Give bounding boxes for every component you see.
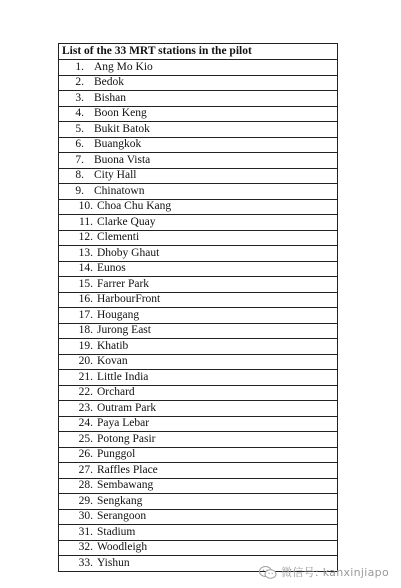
table-row — [59, 215, 338, 231]
table-header: List of the 33 MRT stations in the pilot — [59, 44, 338, 60]
station-number: 22. — [78, 386, 93, 399]
station-name: Orchard — [97, 386, 135, 399]
station-number: 16. — [78, 293, 93, 306]
table-row — [59, 385, 338, 401]
station-name: Boon Keng — [94, 107, 147, 120]
table-row — [59, 525, 338, 541]
station-cell — [59, 416, 338, 432]
table-row — [59, 168, 338, 184]
table-row — [59, 106, 338, 122]
station-cell — [59, 463, 338, 479]
station-cell — [59, 122, 338, 138]
station-number: 3. — [75, 91, 84, 104]
station-cell — [59, 494, 338, 510]
table-row — [59, 277, 338, 293]
station-name: Outram Park — [97, 401, 157, 414]
station-name: Choa Chu Kang — [97, 200, 172, 213]
station-name: Little India — [97, 370, 149, 383]
table-row — [59, 447, 338, 463]
station-name: Bishan — [94, 91, 126, 104]
station-name: HarbourFront — [97, 293, 161, 306]
station-number: 13. — [78, 246, 93, 259]
station-number: 26. — [78, 448, 93, 461]
station-number: 12. — [78, 231, 93, 244]
station-number: 5. — [75, 122, 84, 135]
station-name: Potong Pasir — [97, 432, 156, 445]
station-name: Eunos — [97, 262, 126, 275]
station-cell — [59, 261, 338, 277]
station-number: 2. — [75, 76, 84, 89]
table-row — [59, 261, 338, 277]
station-name: Bedok — [94, 76, 125, 89]
station-cell — [59, 246, 338, 262]
watermark — [259, 564, 389, 580]
station-name: Bukit Batok — [94, 122, 150, 135]
station-number: 9. — [75, 184, 84, 197]
station-name: Dhoby Ghaut — [97, 246, 160, 259]
station-number: 27. — [78, 463, 93, 476]
station-cell — [59, 308, 338, 324]
table-row — [59, 75, 338, 91]
station-name: Jurong East — [97, 324, 151, 337]
station-name: Woodleigh — [97, 541, 148, 554]
station-number: 11. — [79, 215, 93, 228]
station-number: 32. — [78, 541, 93, 554]
table-row — [59, 432, 338, 448]
station-name: Buangkok — [94, 138, 142, 151]
table-row — [59, 416, 338, 432]
station-number: 29. — [78, 494, 93, 507]
table-row — [59, 401, 338, 417]
station-cell — [59, 339, 338, 355]
station-name: Buona Vista — [94, 153, 151, 166]
station-number: 15. — [78, 277, 93, 290]
table-row — [59, 230, 338, 246]
station-number: 21. — [78, 370, 93, 383]
table-row — [59, 153, 338, 169]
table-row — [59, 246, 338, 262]
station-number: 25. — [78, 432, 93, 445]
station-name: Chinatown — [94, 184, 145, 197]
station-cell — [59, 292, 338, 308]
wechat-icon — [259, 566, 277, 579]
watermark-text: 微信号: kanxinjiapo — [281, 566, 389, 579]
station-cell — [59, 385, 338, 401]
station-name: Khatib — [97, 339, 129, 352]
station-cell — [59, 354, 338, 370]
station-number: 23. — [78, 401, 93, 414]
table-row — [59, 540, 338, 556]
station-cell — [59, 509, 338, 525]
station-cell — [59, 323, 338, 339]
station-name: Yishun — [97, 556, 130, 569]
mrt-stations-table — [58, 43, 338, 572]
station-number: 6. — [75, 138, 84, 151]
station-name: Stadium — [97, 525, 136, 538]
table-row — [59, 323, 338, 339]
station-cell — [59, 184, 338, 200]
station-number: 14. — [78, 262, 93, 275]
station-name: Sembawang — [97, 479, 154, 492]
station-cell — [59, 153, 338, 169]
table-row — [59, 509, 338, 525]
station-number: 19. — [78, 339, 93, 352]
station-number: 18. — [78, 324, 93, 337]
table-row — [59, 60, 338, 76]
station-number: 24. — [78, 417, 93, 430]
station-name: Farrer Park — [97, 277, 150, 290]
station-name: Clementi — [97, 231, 140, 244]
table-body — [59, 60, 338, 572]
station-name: Serangoon — [97, 510, 147, 523]
table-row — [59, 184, 338, 200]
table-row — [59, 137, 338, 153]
station-cell — [59, 230, 338, 246]
station-cell — [59, 91, 338, 107]
table-row — [59, 292, 338, 308]
table-row — [59, 199, 338, 215]
station-number: 30. — [78, 510, 93, 523]
station-name: City Hall — [94, 169, 137, 182]
station-number: 10. — [78, 200, 93, 213]
station-name: Raffles Place — [97, 463, 158, 476]
station-cell — [59, 168, 338, 184]
station-number: 4. — [75, 107, 84, 120]
table-row — [59, 463, 338, 479]
station-number: 7. — [75, 153, 84, 166]
station-cell — [59, 540, 338, 556]
station-name: Ang Mo Kio — [94, 60, 153, 73]
station-number: 28. — [78, 479, 93, 492]
station-cell — [59, 277, 338, 293]
table-row — [59, 122, 338, 138]
station-cell — [59, 401, 338, 417]
station-cell — [59, 478, 338, 494]
station-number: 31. — [78, 525, 93, 538]
station-cell — [59, 370, 338, 386]
station-name: Clarke Quay — [97, 215, 156, 228]
station-name: Kovan — [97, 355, 128, 368]
station-cell — [59, 75, 338, 91]
station-cell — [59, 432, 338, 448]
station-name: Hougang — [97, 308, 140, 321]
station-cell — [59, 447, 338, 463]
station-name: Punggol — [97, 448, 136, 461]
station-number: 8. — [75, 169, 84, 182]
station-number: 20. — [78, 355, 93, 368]
table-row — [59, 308, 338, 324]
station-number: 17. — [78, 308, 93, 321]
station-name: Paya Lebar — [97, 417, 150, 430]
table-row — [59, 354, 338, 370]
station-cell — [59, 199, 338, 215]
station-cell — [59, 106, 338, 122]
table-header-row — [59, 44, 338, 60]
table-row — [59, 339, 338, 355]
station-number: 1. — [75, 60, 84, 73]
station-cell — [59, 137, 338, 153]
station-number: 33. — [78, 556, 93, 569]
station-cell — [59, 60, 338, 76]
table-row — [59, 478, 338, 494]
table-row — [59, 91, 338, 107]
station-cell — [59, 215, 338, 231]
station-name: Sengkang — [97, 494, 143, 507]
table-row — [59, 494, 338, 510]
station-cell — [59, 525, 338, 541]
table-row — [59, 370, 338, 386]
